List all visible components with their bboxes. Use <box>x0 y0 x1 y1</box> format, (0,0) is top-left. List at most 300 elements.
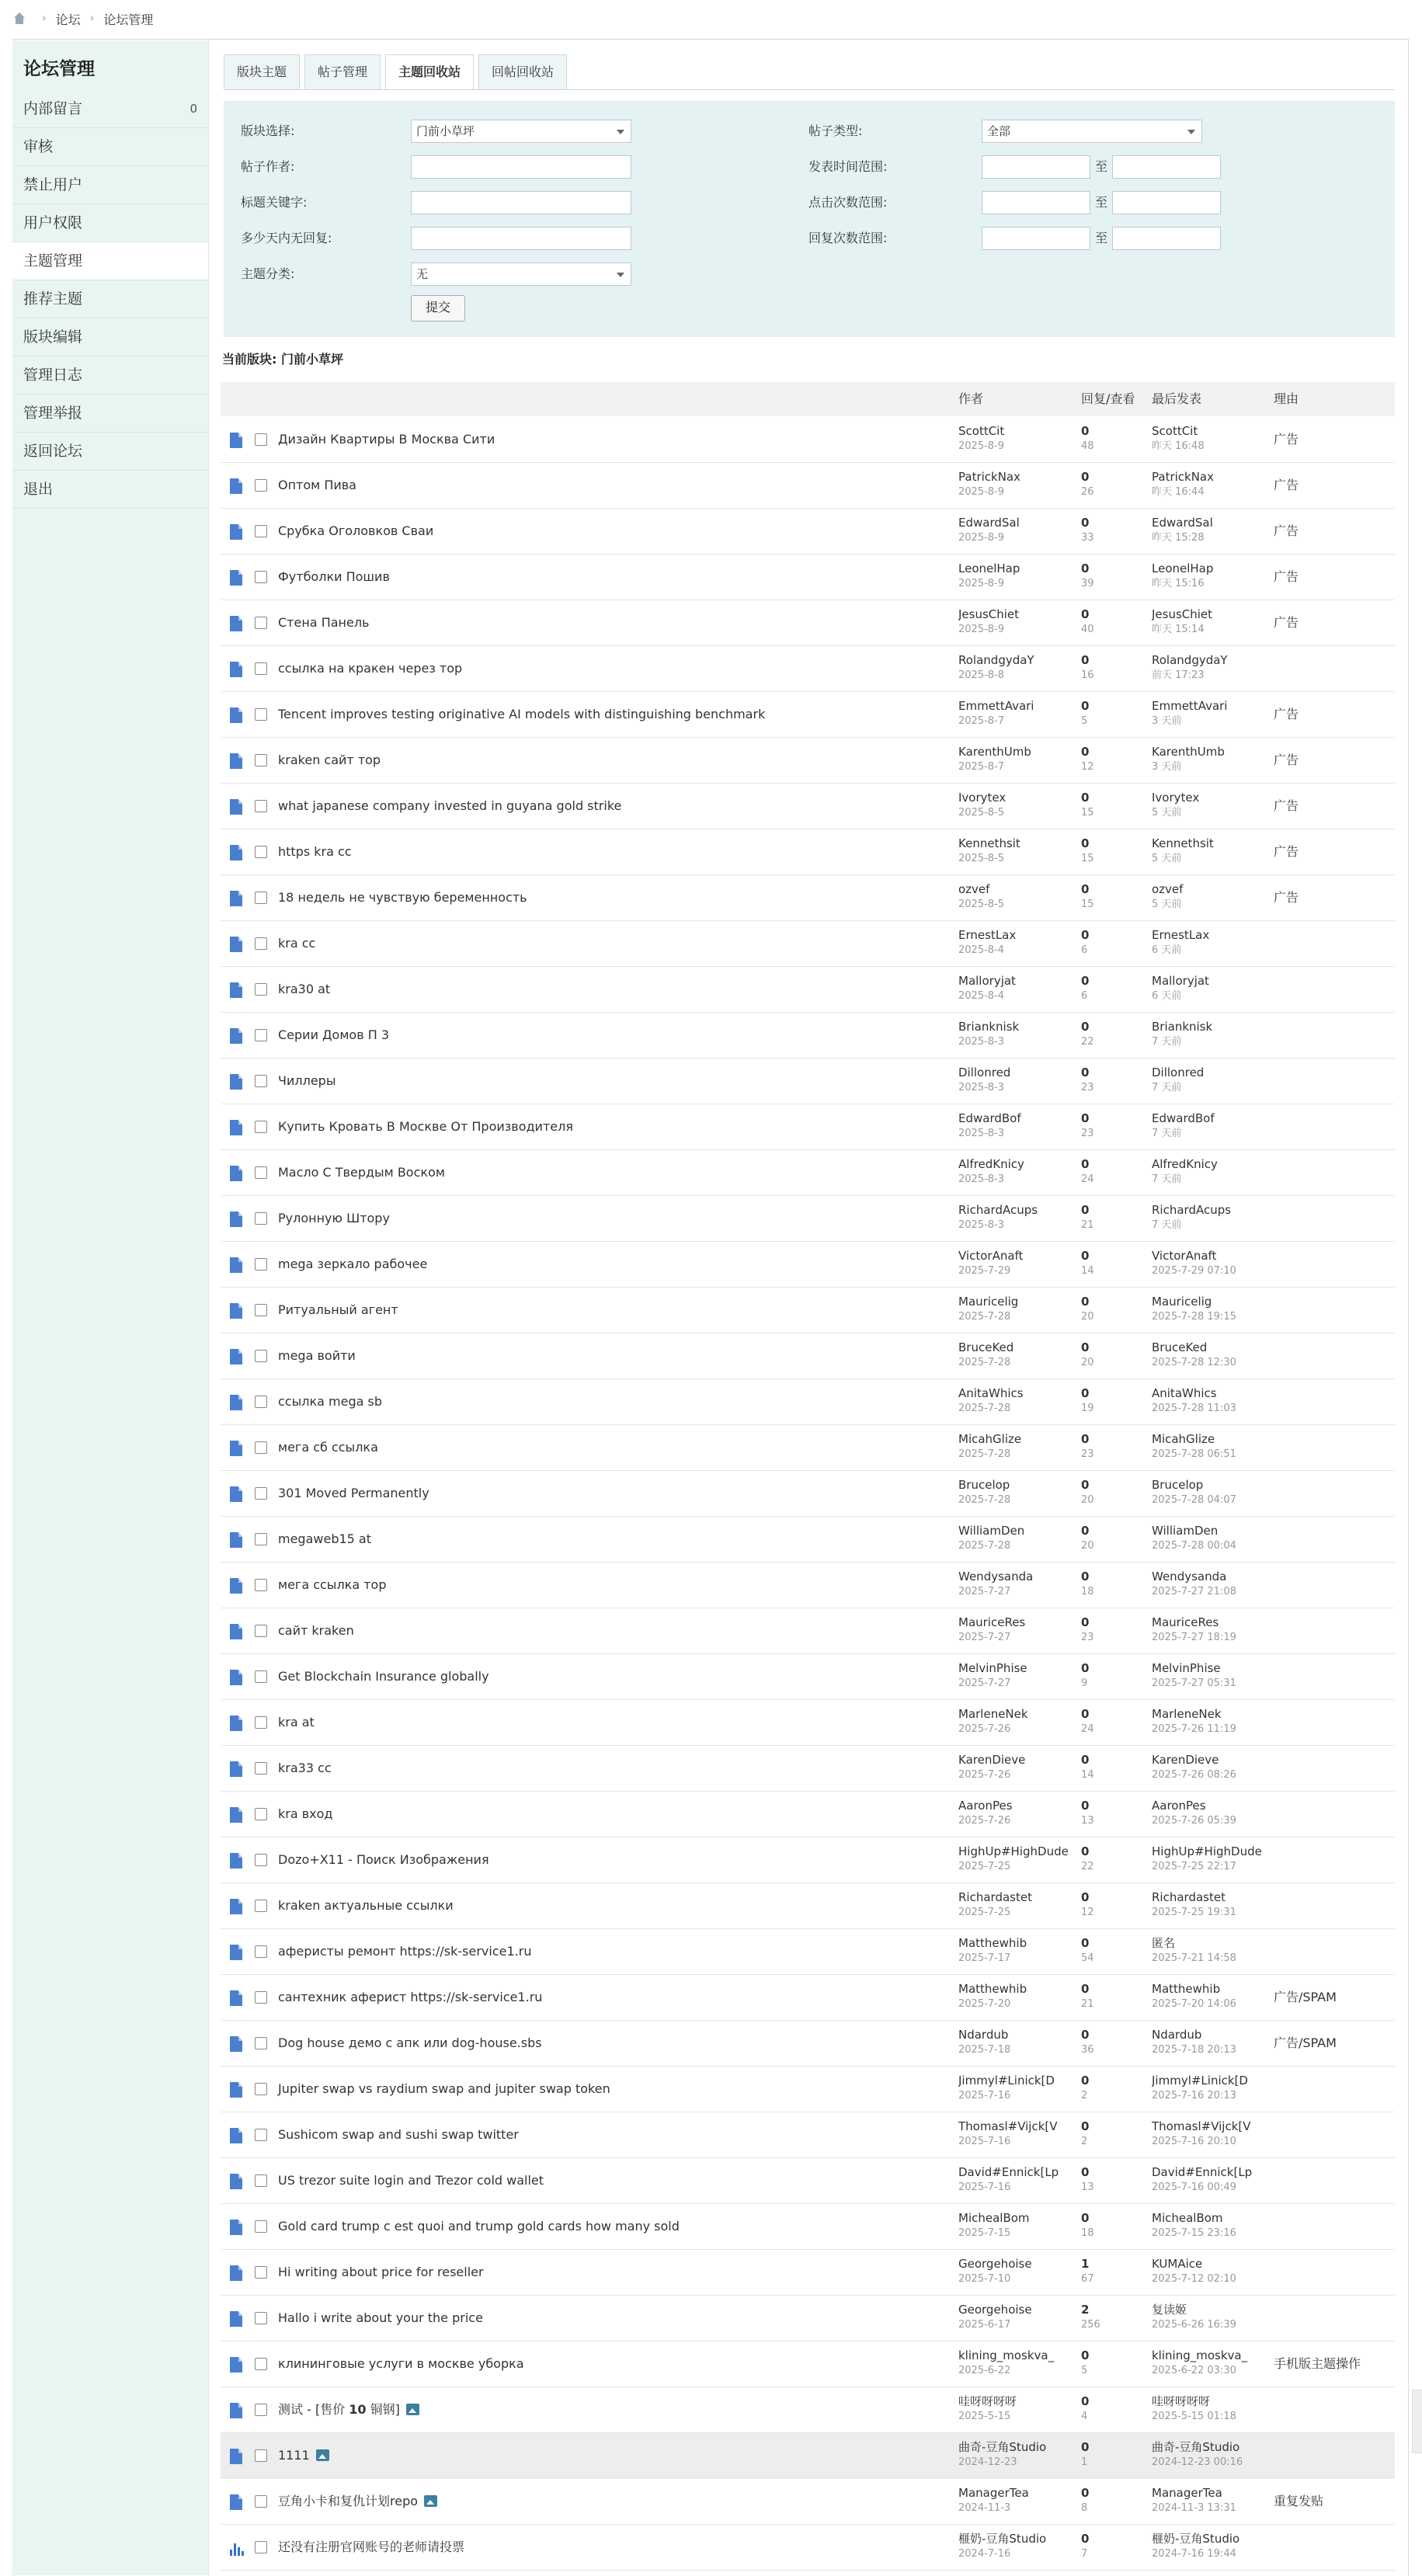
row-checkbox[interactable] <box>255 754 267 767</box>
author-name[interactable]: klining_moskva_ <box>958 2348 1055 2362</box>
author-cell <box>958 1385 1075 1416</box>
author-cell <box>958 744 1075 774</box>
row-checkbox[interactable] <box>255 2449 267 2462</box>
author-input[interactable] <box>411 155 631 179</box>
author-name[interactable]: MichealBom <box>958 2211 1030 2225</box>
table-row <box>221 1333 1395 1379</box>
sidebar-item-recommend[interactable] <box>12 280 208 318</box>
author-name[interactable]: David#Ennick[Lp <box>958 2165 1059 2179</box>
author-name[interactable]: Georgehoise <box>958 2303 1032 2317</box>
submit-button[interactable]: 提交 <box>411 295 465 322</box>
document-icon <box>230 1899 242 1914</box>
last-post-cell <box>1152 1752 1268 1782</box>
last-post-user[interactable]: AlfredKnicy <box>1152 1157 1218 1171</box>
last-post-user[interactable]: klining_moskva_ <box>1152 2348 1248 2362</box>
thread-title-link[interactable] <box>278 2250 484 2295</box>
last-post-user[interactable]: EdwardSal <box>1152 516 1213 530</box>
thread-title-link[interactable] <box>278 463 356 508</box>
table-row <box>221 2525 1395 2571</box>
last-post-time: 2024-12-23 00:16 <box>1152 2456 1243 2468</box>
author-name[interactable]: ScottCit <box>958 424 1005 438</box>
row-checkbox[interactable] <box>255 1350 267 1362</box>
counts-cell <box>1081 1935 1094 1966</box>
post-date: 2025-7-27 <box>958 1677 1011 1689</box>
time-from-input[interactable] <box>982 155 1090 179</box>
author-name[interactable]: EmmettAvari <box>958 699 1034 713</box>
thread-title-link[interactable] <box>278 1379 382 1424</box>
last-post-time: 2025-7-16 20:13 <box>1152 2090 1236 2101</box>
author-name[interactable]: MelvinPhise <box>958 1661 1027 1675</box>
table-row <box>221 600 1395 646</box>
thread-title-link[interactable] <box>278 1288 398 1333</box>
thread-title-link[interactable] <box>278 1242 427 1287</box>
replies-from-input[interactable] <box>982 227 1090 250</box>
post-type-select[interactable] <box>982 120 1202 143</box>
category-select-value: 无 <box>416 267 429 281</box>
author-cell <box>958 469 1075 499</box>
thread-title-text: Dozo+X11 - Поиск Изображения <box>278 1852 489 1867</box>
author-name[interactable]: AnitaWhics <box>958 1386 1024 1400</box>
table-row <box>221 417 1395 463</box>
author-label: 帖子作者: <box>241 159 295 174</box>
row-checkbox[interactable] <box>255 1258 267 1271</box>
view-count: 4 <box>1081 2411 1088 2422</box>
tab-post-manage[interactable]: 帖子管理 <box>304 54 381 89</box>
clicks-to-input[interactable] <box>1112 191 1221 214</box>
row-checkbox[interactable] <box>255 1762 267 1775</box>
thread-title-text: клининговые услуги в москве уборка <box>278 2356 524 2371</box>
reply-count: 0 <box>1081 699 1090 713</box>
category-select[interactable] <box>411 262 631 286</box>
last-post-cell <box>1152 1935 1268 1966</box>
counts-cell <box>1081 423 1094 454</box>
last-post-user[interactable]: Brianknisk <box>1152 1020 1213 1034</box>
thread-title-link[interactable] <box>278 1150 445 1195</box>
author-name[interactable]: Georgehoise <box>958 2257 1032 2271</box>
document-icon <box>230 1761 242 1777</box>
thread-title-link[interactable] <box>278 2158 544 2203</box>
last-post-user[interactable]: 复读姬 <box>1152 2303 1187 2317</box>
tab-reply-recycle[interactable]: 回帖回收站 <box>478 54 567 89</box>
view-count: 36 <box>1081 2044 1094 2056</box>
last-post-user[interactable]: Mauricelig <box>1152 1295 1212 1309</box>
last-post-user[interactable]: Brucelop <box>1152 1478 1204 1492</box>
document-icon <box>230 982 242 998</box>
last-post-user[interactable]: 哇呀呀呀呀 <box>1152 2394 1211 2408</box>
thread-title-link[interactable] <box>278 1517 371 1562</box>
last-post-user[interactable]: JesusChiet <box>1152 607 1213 621</box>
thread-title-link[interactable] <box>278 1013 389 1058</box>
author-name[interactable]: 哇呀呀呀呀 <box>958 2394 1017 2408</box>
author-name[interactable]: ozvef <box>958 882 990 896</box>
sidebar-item-logout[interactable] <box>12 471 208 509</box>
view-count: 14 <box>1081 1265 1094 1277</box>
thread-title-link[interactable] <box>278 829 352 874</box>
last-post-user[interactable]: LeonelHap <box>1152 561 1214 575</box>
last-post-time: 前天 17:23 <box>1152 669 1205 681</box>
sidebar-item-label: 用户权限 <box>23 214 83 231</box>
tab-topic-recycle[interactable]: 主题回收站 <box>385 54 474 89</box>
last-post-user[interactable]: MichealBom <box>1152 2211 1223 2225</box>
last-post-cell <box>1152 1111 1268 1141</box>
sidebar-item-ban-user[interactable] <box>12 166 208 204</box>
row-checkbox[interactable] <box>255 937 267 950</box>
author-name[interactable]: HighUp#HighDude <box>958 1844 1069 1858</box>
author-name[interactable]: Brucelop <box>958 1478 1010 1492</box>
author-name[interactable]: LeonelHap <box>958 561 1020 575</box>
row-checkbox[interactable] <box>255 1579 267 1591</box>
sidebar-item-review[interactable] <box>12 128 208 166</box>
home-icon[interactable] <box>12 12 26 25</box>
thread-title-link[interactable] <box>278 738 381 783</box>
row-checkbox[interactable] <box>255 1304 267 1316</box>
row-checkbox[interactable] <box>255 1396 267 1408</box>
last-post-cell <box>1152 2393 1268 2424</box>
counts-cell <box>1081 836 1094 866</box>
row-checkbox[interactable] <box>255 1625 267 1637</box>
view-count: 16 <box>1081 669 1094 681</box>
author-cell <box>958 1523 1075 1553</box>
time-to-input[interactable] <box>1112 155 1221 179</box>
author-name[interactable]: Dillonred <box>958 1066 1011 1079</box>
document-icon <box>230 2036 242 2052</box>
row-checkbox[interactable] <box>255 1533 267 1545</box>
thread-title-link[interactable] <box>278 921 315 966</box>
author-name[interactable]: JesusChiet <box>958 607 1020 621</box>
last-post-user[interactable]: David#Ennick[Lp <box>1152 2165 1253 2179</box>
row-checkbox[interactable] <box>255 617 267 629</box>
thread-title-link[interactable] <box>278 1333 356 1378</box>
row-checkbox[interactable] <box>255 1166 267 1179</box>
sidebar-item-board-edit[interactable] <box>12 318 208 356</box>
last-post-user[interactable]: ScottCit <box>1152 424 1198 438</box>
time-to-label: 至 <box>1095 159 1108 174</box>
last-post-cell <box>1152 423 1268 454</box>
last-post-cell <box>1152 927 1268 958</box>
author-name[interactable]: Thomasl#Vijck[V <box>958 2119 1058 2133</box>
document-icon <box>230 2403 242 2418</box>
author-name[interactable]: ManagerTea <box>958 2486 1029 2500</box>
row-checkbox[interactable] <box>255 433 267 446</box>
author-name[interactable]: 曲奇-豆角Studio <box>958 2440 1047 2454</box>
row-checkbox[interactable] <box>255 479 267 492</box>
reply-count: 0 <box>1081 2348 1090 2362</box>
author-name[interactable]: MauriceRes <box>958 1615 1026 1629</box>
row-checkbox[interactable] <box>255 2266 267 2279</box>
thread-title-link[interactable] <box>278 1792 332 1837</box>
last-post-user[interactable]: AnitaWhics <box>1152 1386 1217 1400</box>
sidebar-item-logs[interactable] <box>12 356 208 395</box>
row-checkbox[interactable] <box>255 2083 267 2095</box>
last-post-user[interactable]: MicahGlize <box>1152 1432 1215 1446</box>
author-cell <box>958 652 1075 683</box>
thread-title-text: 301 Moved Permanently <box>278 1486 429 1500</box>
sidebar-item-topic-manage[interactable] <box>12 242 208 280</box>
author-name[interactable]: RolandgydaY <box>958 653 1034 667</box>
last-post-user[interactable]: EdwardBof <box>1152 1111 1215 1125</box>
thread-title-link[interactable] <box>278 1654 489 1699</box>
author-name[interactable]: VictorAnaft <box>958 1249 1024 1263</box>
table-row <box>221 2204 1395 2250</box>
thread-title-text: мега ссылка тор <box>278 1577 387 1592</box>
thread-title-link[interactable] <box>278 1975 542 2020</box>
thread-title-link[interactable] <box>278 1196 390 1241</box>
row-checkbox[interactable] <box>255 1029 267 1041</box>
row-checkbox[interactable] <box>255 2220 267 2233</box>
thread-title-link[interactable] <box>278 1425 378 1470</box>
thread-title-link[interactable] <box>278 1837 489 1882</box>
last-post-user[interactable]: KarenDieve <box>1152 1753 1219 1767</box>
author-name[interactable]: Jimmyl#Linick[D <box>958 2074 1055 2088</box>
author-name[interactable]: Kennethsit <box>958 836 1020 850</box>
last-post-time: 2025-7-26 08:26 <box>1152 1769 1236 1781</box>
row-checkbox[interactable] <box>255 2129 267 2141</box>
thread-title-link[interactable] <box>278 2341 524 2387</box>
board-select[interactable] <box>411 120 631 143</box>
last-post-user[interactable]: Malloryjat <box>1152 974 1209 988</box>
last-post-user[interactable]: PatrickNax <box>1152 470 1215 484</box>
thread-title-link[interactable] <box>278 2112 519 2157</box>
thread-title-link[interactable] <box>278 1563 386 1608</box>
last-post-user[interactable]: Matthewhib <box>1152 1982 1221 1996</box>
thread-title-link[interactable] <box>278 2204 680 2249</box>
author-name[interactable]: KarenthUmb <box>958 745 1031 759</box>
thread-title-link[interactable] <box>278 2296 483 2341</box>
row-checkbox[interactable] <box>255 571 267 583</box>
last-post-user[interactable]: MarleneNek <box>1152 1707 1222 1721</box>
post-date: 2025-7-10 <box>958 2273 1011 2285</box>
thread-title-link[interactable] <box>278 967 330 1012</box>
author-name[interactable]: Wendysanda <box>958 1570 1034 1583</box>
last-post-user[interactable]: AaronPes <box>1152 1799 1206 1813</box>
author-name[interactable]: MarleneNek <box>958 1707 1028 1721</box>
last-post-user[interactable]: MauriceRes <box>1152 1615 1219 1629</box>
thread-title-link[interactable] <box>278 1883 454 1928</box>
thread-title-link[interactable] <box>278 2525 464 2570</box>
row-checkbox[interactable] <box>255 1441 267 1454</box>
thread-title-link[interactable] <box>278 1746 332 1791</box>
chevron-down-icon <box>617 130 624 134</box>
row-checkbox[interactable] <box>255 2174 267 2187</box>
post-type-label: 帖子类型: <box>808 123 863 138</box>
author-name[interactable]: AaronPes <box>958 1799 1013 1813</box>
post-date: 2025-8-9 <box>958 532 1005 544</box>
filter-panel <box>224 101 1395 337</box>
thread-title-link[interactable] <box>278 2021 542 2066</box>
author-name[interactable]: KarenDieve <box>958 1753 1026 1767</box>
last-post-cell <box>1152 1431 1268 1462</box>
last-post-user[interactable]: Ivorytex <box>1152 791 1200 805</box>
row-checkbox[interactable] <box>255 2358 267 2370</box>
author-name[interactable]: BruceKed <box>958 1340 1014 1354</box>
reply-count: 0 <box>1081 1982 1090 1996</box>
post-date: 2025-8-3 <box>958 1173 1005 1185</box>
last-post-user[interactable]: RichardAcups <box>1152 1203 1232 1217</box>
row-checkbox[interactable] <box>255 1716 267 1729</box>
last-post-user[interactable]: RolandgydaY <box>1152 653 1228 667</box>
thread-title-link[interactable] <box>278 2433 329 2478</box>
image-icon <box>316 2449 329 2461</box>
last-post-user[interactable]: Wendysanda <box>1152 1570 1227 1583</box>
author-name[interactable]: 榧奶-豆角Studio <box>958 2532 1047 2546</box>
row-checkbox[interactable] <box>255 2541 267 2553</box>
last-post-cell <box>1152 2256 1268 2286</box>
last-post-user[interactable]: MelvinPhise <box>1152 1661 1221 1675</box>
thread-title-link[interactable] <box>278 554 390 600</box>
last-post-user[interactable]: Jimmyl#Linick[D <box>1152 2074 1248 2088</box>
row-checkbox[interactable] <box>255 2037 267 2049</box>
tab-board-topics[interactable]: 版块主题 <box>224 54 300 89</box>
last-post-user[interactable]: KarenthUmb <box>1152 745 1225 759</box>
row-checkbox[interactable] <box>255 2312 267 2324</box>
thread-title-text: ссылка mega sb <box>278 1394 382 1409</box>
last-post-user[interactable]: Thomasl#Vijck[V <box>1152 2119 1251 2133</box>
last-post-user[interactable]: ManagerTea <box>1152 2486 1222 2500</box>
author-name[interactable]: RichardAcups <box>958 1203 1038 1217</box>
last-post-cell <box>1152 2210 1268 2241</box>
row-checkbox[interactable] <box>255 1900 267 1912</box>
row-checkbox[interactable] <box>255 1121 267 1133</box>
author-name[interactable]: Matthewhib <box>958 1982 1027 1996</box>
thread-title-link[interactable] <box>278 1700 315 1745</box>
last-post-user[interactable]: HighUp#HighDude <box>1152 1844 1262 1858</box>
author-name[interactable]: Matthewhib <box>958 1936 1027 1950</box>
last-post-user[interactable]: 曲奇-豆角Studio <box>1152 2440 1240 2454</box>
row-checkbox[interactable] <box>255 662 267 675</box>
thread-title-link[interactable] <box>278 1471 429 1516</box>
thread-title-link[interactable] <box>278 1104 573 1149</box>
last-post-user[interactable]: Kennethsit <box>1152 836 1214 850</box>
thread-title-text: Jupiter swap vs raydium swap and jupiter swap token <box>278 2081 610 2096</box>
last-post-user[interactable]: EmmettAvari <box>1152 699 1228 713</box>
clicks-range-label: 点击次数范围: <box>808 195 888 210</box>
thread-title-text: Ритуальный агент <box>278 1302 398 1317</box>
thread-title-link[interactable] <box>278 600 369 645</box>
last-post-time: 5 天前 <box>1152 899 1182 910</box>
keyword-input[interactable] <box>411 191 631 214</box>
row-checkbox[interactable] <box>255 2404 267 2416</box>
table-row <box>221 784 1395 829</box>
noreply-days-input[interactable] <box>411 227 631 250</box>
author-name[interactable]: Richardastet <box>958 1890 1032 1904</box>
replies-range-label: 回复次数范围: <box>808 231 888 245</box>
row-checkbox[interactable] <box>255 1487 267 1500</box>
last-post-user[interactable]: ozvef <box>1152 882 1184 896</box>
breadcrumb <box>12 8 153 30</box>
counts-cell <box>1081 1431 1094 1462</box>
thread-title-text: Купить Кровать В Москве От Производителя <box>278 1119 573 1134</box>
table-row <box>221 1242 1395 1288</box>
thread-title-text: Hallo i write about your the price <box>278 2310 483 2325</box>
last-post-user[interactable]: Dillonred <box>1152 1066 1205 1079</box>
author-name[interactable]: AlfredKnicy <box>958 1157 1024 1171</box>
thread-title-link[interactable] <box>278 875 527 920</box>
last-post-user[interactable]: WilliamDen <box>1152 1524 1219 1538</box>
thread-title-link[interactable] <box>278 2479 437 2524</box>
last-post-user[interactable]: KUMAice <box>1152 2257 1203 2271</box>
row-checkbox[interactable] <box>255 846 267 858</box>
author-name[interactable]: EdwardSal <box>958 516 1020 530</box>
thread-title-link[interactable] <box>278 784 621 829</box>
sidebar-item-messages[interactable] <box>12 90 208 128</box>
row-checkbox[interactable] <box>255 2495 267 2508</box>
last-post-user[interactable]: Richardastet <box>1152 1890 1226 1904</box>
author-name[interactable]: EdwardBof <box>958 1111 1021 1125</box>
row-checkbox[interactable] <box>255 1808 267 1820</box>
last-post-user[interactable]: Ndardub <box>1152 2028 1202 2042</box>
row-checkbox[interactable] <box>255 1945 267 1958</box>
row-checkbox[interactable] <box>255 1670 267 1683</box>
author-name[interactable]: WilliamDen <box>958 1524 1025 1538</box>
last-post-user[interactable]: 榧奶-豆角Studio <box>1152 2532 1240 2546</box>
sidebar-item-back-forum[interactable] <box>12 433 208 471</box>
author-name[interactable]: Mauricelig <box>958 1295 1019 1309</box>
reason-text: 重复发贴 <box>1274 2494 1324 2508</box>
thread-title-link[interactable] <box>278 2387 419 2432</box>
row-checkbox[interactable] <box>255 1991 267 2004</box>
author-name[interactable]: MicahGlize <box>958 1432 1022 1446</box>
post-date: 2025-7-27 <box>958 1632 1011 1643</box>
clicks-from-input[interactable] <box>982 191 1090 214</box>
last-post-user[interactable]: BruceKed <box>1152 1340 1208 1354</box>
replies-to-input[interactable] <box>1112 227 1221 250</box>
thread-title-link[interactable] <box>278 2067 610 2112</box>
thread-title-text: 豆角小卡和复仇计划repo <box>278 2494 419 2508</box>
row-checkbox[interactable] <box>255 525 267 537</box>
row-checkbox[interactable] <box>255 800 267 812</box>
thread-title-link[interactable] <box>278 692 765 737</box>
breadcrumb-forum-link[interactable]: 论坛 <box>55 12 81 27</box>
sidebar-item-label: 管理举报 <box>23 405 83 422</box>
view-count: 21 <box>1081 1998 1094 2010</box>
counts-cell <box>1081 2164 1094 2195</box>
author-name[interactable]: ErnestLax <box>958 928 1017 942</box>
author-name[interactable]: Ndardub <box>958 2028 1009 2042</box>
thread-title-link[interactable] <box>278 1929 531 1974</box>
author-name[interactable]: PatrickNax <box>958 470 1021 484</box>
reply-count: 0 <box>1081 974 1090 988</box>
scroll-to-top-handle[interactable] <box>1412 2390 1422 2453</box>
last-post-user[interactable]: VictorAnaft <box>1152 1249 1217 1263</box>
document-icon <box>230 2174 242 2189</box>
last-post-cell <box>1152 607 1268 637</box>
thread-title-link[interactable] <box>278 509 433 554</box>
last-post-user[interactable]: 匿名 <box>1152 1936 1176 1950</box>
sidebar-item-reports[interactable] <box>12 395 208 433</box>
thread-title-link[interactable] <box>278 1608 354 1653</box>
thread-title-link[interactable] <box>278 1059 336 1104</box>
thread-title-link[interactable] <box>278 417 495 462</box>
row-checkbox[interactable] <box>255 708 267 721</box>
last-post-time: 2025-7-16 00:49 <box>1152 2181 1236 2193</box>
reply-count: 0 <box>1081 2486 1090 2500</box>
row-checkbox[interactable] <box>255 983 267 996</box>
thread-title-link[interactable] <box>278 646 462 691</box>
author-name[interactable]: Malloryjat <box>958 974 1016 988</box>
last-post-user[interactable]: ErnestLax <box>1152 928 1210 942</box>
table-row <box>221 2433 1395 2479</box>
author-name[interactable]: Brianknisk <box>958 1020 1020 1034</box>
author-name[interactable]: Ivorytex <box>958 791 1007 805</box>
last-post-cell <box>1152 744 1268 774</box>
sidebar-item-permissions[interactable] <box>12 204 208 242</box>
tab-divider <box>224 89 1395 90</box>
row-checkbox[interactable] <box>255 892 267 904</box>
row-checkbox[interactable] <box>255 1212 267 1225</box>
last-post-cell <box>1152 1156 1268 1187</box>
row-checkbox[interactable] <box>255 1854 267 1866</box>
row-checkbox[interactable] <box>255 1075 267 1087</box>
